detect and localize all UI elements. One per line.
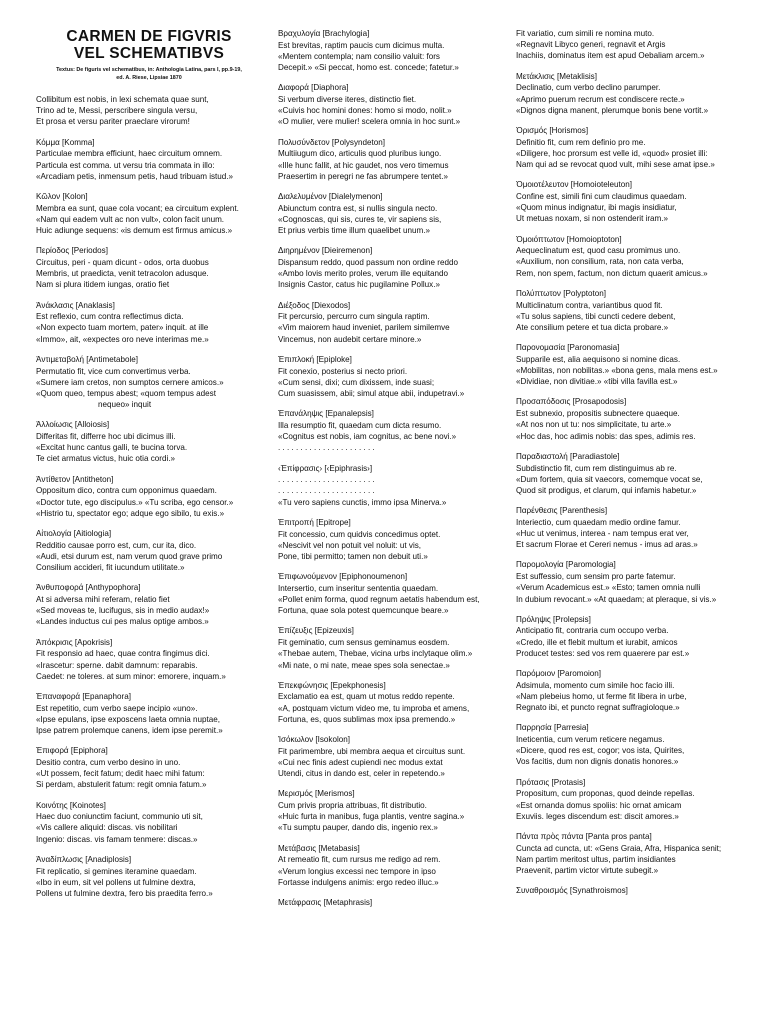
figure-entry <box>36 745 262 790</box>
verse-line: «Cum sensi, dixi; cum dixissem, inde suasi; <box>278 377 435 387</box>
verse-line: Nam si plura itidem iungas, oratio fiet <box>36 280 170 290</box>
verse-line: «Cuivis hoc homini dones: homo si modo, nolit.» <box>278 106 452 116</box>
figure-entry <box>36 419 262 464</box>
figure-entry <box>516 451 738 496</box>
figure-heading: Μετάφρασις [Metaphrasis] <box>278 898 373 907</box>
figure-heading: Πάντα πρὸς πάντα [Panta pros panta] <box>516 831 652 841</box>
figure-entry <box>36 245 262 290</box>
verse-line: «Diligere, hoc prorsum est velle id, «quod» prosiet illi: <box>516 148 708 158</box>
verse-line: «Verum Academicus est.» «Esto; tamen omnia nulli <box>516 583 701 593</box>
verse-line: Praesertim in peregri ne fas abrumpere tentet.» <box>278 171 449 181</box>
verse-line: Differitas fit, differre hoc ubi dicimus illi. <box>36 432 176 442</box>
column-middle <box>278 28 500 1024</box>
figure-entry <box>278 625 500 670</box>
figure-entry <box>516 28 738 62</box>
verse-line: «Credo, ille et flebit multum et iurabit, amicos <box>516 637 678 647</box>
figure-entry <box>516 559 738 604</box>
figure-heading: Ἀντίθετον [Antitheton] <box>36 474 114 484</box>
verse-line: Propositum, cum proponas, quod deinde repellas. <box>516 789 695 799</box>
figure-entry <box>278 245 500 290</box>
verse-line: «Quom queo, tempus abest; «quom tempus adest <box>36 388 216 398</box>
verse-line: «Sumere iam cretos, non sumptos cernere amicos.» <box>36 377 224 387</box>
figure-entry <box>36 637 262 682</box>
verse-line: «Tu sumptu pauper, dando dis, ingenio rex.» <box>278 823 438 833</box>
verse-line: In dubium revocant.» «At quaedam; at pleraque, si vis.» <box>516 594 717 604</box>
verse-line: «Pollet enim forma, quod regnum aetatis habendum est, <box>278 595 480 605</box>
figure-heading: Διέξοδος [Diexodos] <box>278 300 351 310</box>
verse-line: «Irascetur: sperne. dabit damnum: reparabis. <box>36 660 198 670</box>
verse-line: Membra ea sunt, quae cola vocant; ea circuitum explent. <box>36 203 239 213</box>
figure-entry <box>36 137 262 182</box>
verse-line: Fit geminatio, cum sensus geminamus eosdem. <box>278 638 450 648</box>
verse-line: Est subnexio, propositis subnectere quaeque. <box>516 409 680 419</box>
verse-line: «Ille hunc fallit, at hic gaudet, nos vero timemus <box>278 160 449 170</box>
figure-entry <box>278 463 500 508</box>
figure-heading: Ἀναδίπλωσις [Anadiplosis] <box>36 854 132 864</box>
verse-line: Fit variatio, cum simili re nomina muto. <box>516 29 655 38</box>
figure-entry <box>516 396 738 441</box>
verse-line: Declinatio, cum verbo declino parumper. <box>516 83 661 93</box>
verse-line: «Nescivit vel non potuit vel noluit: ut vis, <box>278 540 422 550</box>
figure-heading: Ὁμοιοτέλευτον [Homoioteleuton] <box>516 180 632 190</box>
figure-entry <box>516 342 738 387</box>
verse-line: «Aprimo puerum recrum est condiscere recte.» <box>516 94 685 104</box>
citation-line: ed. A. Riese, Lipsiae 1870 <box>116 75 182 81</box>
verse-line: «Ibo in eum, sit vel pollens ut fulmine dextra, <box>36 877 196 887</box>
verse-line-continuation: nequeo» inquit <box>98 400 152 410</box>
verse-line: Fit parimembre, ubi membra aequa et circuitus sunt. <box>278 746 466 756</box>
figure-heading: Ὁρισμός [Horismos] <box>516 125 589 135</box>
figure-entry <box>516 614 738 659</box>
figure-heading: Κόμμα [Komma] <box>36 137 95 147</box>
figure-entry <box>278 897 500 909</box>
figure-heading: Ἀντιμεταβολή [Antimetabole] <box>36 354 139 364</box>
figure-heading: ‹Ἐπίφρασις› [‹Epiphrasis›] <box>278 463 373 473</box>
verse-line: «Immo», ait, «expectes oro neve interimas me.» <box>36 334 209 344</box>
verse-line: «Doctor tute, ego discipulus.» «Tu scriba, ego censor.» <box>36 497 234 507</box>
figure-heading: Μερισμός [Merismos] <box>278 789 355 799</box>
verse-line: «At nos non ut tu: nos simplicitate, tu arte.» <box>516 420 672 430</box>
figure-entry <box>516 668 738 713</box>
verse-line: «Cui nec finis adest cupiendi nec modus extat <box>278 757 443 767</box>
verse-line: Aequeclinatum est, quod casu promimus uno. <box>516 246 681 256</box>
figure-heading: Διηρημένον [Dieiremenon] <box>278 246 373 256</box>
verse-line: «Dividiae, non divitiae.» «tibi villa favilla est.» <box>516 377 678 387</box>
verse-line: «Ut possem, fecit fatum; dedit haec mihi fatum: <box>36 769 205 779</box>
verse-line: . . . . . . . . . . . . . . . . . . . . . . <box>278 475 375 485</box>
figure-heading: Ὁμοιόπτωτον [Homoioptoton] <box>516 234 622 244</box>
verse-line: Nam qui ad se revocat quod vult, mihi sese amat ipse.» <box>516 160 715 170</box>
figure-entry <box>516 125 738 170</box>
verse-line: «Dicere, quod res est, cogor; vos ista, Quirites, <box>516 746 685 756</box>
figure-entry <box>516 777 738 822</box>
verse-line: Et prosa et versu pariter praeclare virorum! <box>36 117 190 127</box>
verse-line: «Audi, etsi durum est, nam verum quod grave primo <box>36 551 223 561</box>
verse-line: Est brevitas, raptim paucis cum dicimus multa. <box>278 40 445 50</box>
verse-line: «Huc ut venimus, interea - nam tempus erat ver, <box>516 529 689 539</box>
figure-entry <box>36 528 262 573</box>
verse-line: «Sed moveas te, lucifugus, sis in medio audax!» <box>36 606 210 616</box>
verse-line: «A, postquam victum video me, tu improba et amens, <box>278 703 470 713</box>
figure-entry <box>278 354 500 399</box>
verse-line: Collibitum est nobis, in lexi schemata quae sunt, <box>36 95 209 104</box>
title-line: CARMEN DE FIGVRIS <box>66 28 232 45</box>
figure-heading: Κῶλον [Kolon] <box>36 191 88 201</box>
verse-line: «Ipse epulans, ipse exposcens laeta omnia nuptae, <box>36 714 221 724</box>
verse-line: Definitio fit, cum rem definio pro me. <box>516 137 646 147</box>
figure-heading: Βραχυλογία [Brachylogia] <box>278 29 370 38</box>
figure-entry <box>36 474 262 519</box>
figure-heading: Ἐπιφωνούμενον [Epiphonoumenon] <box>278 572 408 582</box>
verse-line: Exclamatio ea est, quam ut motus reddo repente. <box>278 692 455 702</box>
figure-entry <box>516 505 738 550</box>
figure-heading: Ἐπεκφώνησις [Epekphonesis] <box>278 680 386 690</box>
verse-line: Desitio contra, cum verbo desino in uno. <box>36 757 181 767</box>
verse-line: «Mi nate, o mi nate, meae spes sola senectae.» <box>278 660 450 670</box>
figure-entry <box>278 408 500 453</box>
figure-heading: Πρόληψις [Prolepsis] <box>516 614 591 624</box>
figure-heading: Παραδιαστολή [Paradiastole] <box>516 451 620 461</box>
figure-heading: Μετάβασις [Metabasis] <box>278 843 360 853</box>
verse-line: «Ambo lovis merito proles, verum ille equitando <box>278 269 449 279</box>
figure-entry <box>278 680 500 725</box>
verse-line: Insignis Castor, catus hic pugilamine Pollux.» <box>278 280 440 290</box>
figure-entry <box>278 571 500 616</box>
verse-line: «Verum longius excessi nec tempore in ipso <box>278 866 436 876</box>
figure-entry <box>278 300 500 345</box>
verse-line: Si perdam, abstulerit fatum: regit omnia fatum.» <box>36 780 207 790</box>
verse-line: «Dignos digna manent, plerumque bonis bene vortit.» <box>516 105 709 115</box>
verse-line: Te ciet armatus victus, huic otia cordi.» <box>36 454 175 464</box>
column-left <box>36 28 262 1024</box>
verse-line: . . . . . . . . . . . . . . . . . . . . . . <box>278 486 375 496</box>
verse-line: Fit replicatio, si gemines iteramine quaedam. <box>36 866 197 876</box>
figure-heading: Ἐπανάληψις [Epanalepsis] <box>278 409 374 419</box>
verse-line: Consilium accideri, fit iucundum utilitate.» <box>36 563 185 573</box>
document-title <box>36 28 262 62</box>
verse-line: Anticipatio fit, contraria cum occupo verba. <box>516 626 669 636</box>
verse-line: «Cognitus est nobis, iam cognitus, ac bene novi.» <box>278 432 457 442</box>
verse-line: «Vim maiorem haud inveniet, parilem similemve <box>278 323 450 333</box>
verse-line: Praevenit, partim victor virtute subegit.» <box>516 866 659 876</box>
verse-line: Intersertio, cum inseritur sententia quaedam. <box>278 583 439 593</box>
column-right <box>516 28 738 1024</box>
verse-line: Et sacrum Florae et Cereri nemus - imus ad aras.» <box>516 540 698 550</box>
verse-line: Haec duo coniunctim faciunt, communio uti sit, <box>36 812 203 822</box>
figure-heading: Ἀνάκλασις [Anaklasis] <box>36 300 115 310</box>
verse-line: Cum privis propria attribuas, fit distributio. <box>278 801 427 811</box>
figure-entry <box>278 191 500 236</box>
citation-line: Textus: De figuris vel schematibus, in: Anthologia Latina, pars I, pp.9-19, <box>56 67 242 73</box>
verse-line: Exuviis. leges discendum est: discit amores.» <box>516 811 679 821</box>
verse-line: At remeatio fit, cum rursus me redigo ad rem. <box>278 855 441 865</box>
verse-line: Cum suasissem, abii; simul atque abii, indupetravi.» <box>278 388 465 398</box>
verse-line: Multiclinatum contra, variantibus quod fit. <box>516 300 663 310</box>
figure-heading: Παρόμοιον [Paromoion] <box>516 669 602 679</box>
verse-line: «Tu solus sapiens, tibi cuncti cedere debent, <box>516 311 676 321</box>
figure-entry <box>516 831 738 876</box>
figure-heading: Διαλελυμένον [Dialelymenon] <box>278 191 383 201</box>
figure-heading: Παρονομασία [Paronomasia] <box>516 343 620 353</box>
verse-line: Subdistinctio fit, cum rem distinguimus ab re. <box>516 463 677 473</box>
figure-heading: Ἐπιπλοκή [Epiploke] <box>278 354 352 364</box>
verse-line: Vincemus, non audebit certare minore.» <box>278 334 422 344</box>
verse-line: Fortuna, quae sola potest quemcunque beare.» <box>278 606 449 616</box>
verse-line: Fortuna, es, quos sublimas mox ipsa premendo.» <box>278 714 456 724</box>
verse-line: Est suffessio, cum sensim pro parte fatemur. <box>516 572 676 582</box>
verse-line: Supparile est, alia aequisono si nomine dicas. <box>516 354 681 364</box>
verse-line: Dispansum reddo, quod passum non ordine reddo <box>278 257 458 267</box>
verse-line: Utendi, citus in dando est, celer in repetendo.» <box>278 769 445 779</box>
figure-heading: Κοινότης [Koinotes] <box>36 800 106 810</box>
verse-line: Fortasse indulgens animis: ergo redeo illuc.» <box>278 877 439 887</box>
figure-heading: Προσαπόδοσις [Prosapodosis] <box>516 397 627 407</box>
verse-line: Vos facitis, dum non dignis donatis honores.» <box>516 757 679 767</box>
verse-line: «Est ornanda domus spoliis: hic ornat amicam <box>516 800 682 810</box>
figure-entry <box>516 288 738 333</box>
verse-line: «Nam plebeius homo, ut ferme fit libera in urbe, <box>516 691 687 701</box>
figure-entry <box>36 354 262 411</box>
verse-line: «Histrio tu, spectator ego; adque ego sibilo, tu exis.» <box>36 508 225 518</box>
verse-line: «Tu vero sapiens cunctis, immo ipsa Minerva.» <box>278 497 447 507</box>
figure-heading: Αἰτιολογία [Aitiologia] <box>36 529 112 538</box>
figure-heading: Παρένθεσις [Parenthesis] <box>516 506 608 516</box>
verse-line: «Mentem contempla; nam consilio valuit: fors <box>278 51 440 61</box>
verse-line: «Huic furta in manibus, fuga plantis, ventre sagina.» <box>278 812 465 822</box>
figure-heading: Ἰσόκωλον [Isokolon] <box>278 735 351 745</box>
verse-line: . . . . . . . . . . . . . . . . . . . . . . <box>278 443 375 453</box>
figure-entry <box>278 788 500 833</box>
verse-line: «Thebae autem, Thebae, vicina urbs inclytaque olim.» <box>278 649 473 659</box>
verse-line: Interiectio, cum quaedam medio ordine famur. <box>516 517 681 527</box>
figure-heading: Ἀπόκρισις [Apokrisis] <box>36 637 113 647</box>
verse-line: Membris, ut praedicta, venit tetracolon adusque. <box>36 269 209 279</box>
verse-line: «Dum fortem, quia sit vaecors, comemque vocat se, <box>516 474 703 484</box>
figure-entry <box>516 722 738 767</box>
verse-line: Pone, tibi permitto; tamen non debuit uti.» <box>278 551 428 561</box>
verse-line: «Arcadiam petis, inmensum petis, haud tribuam istud.» <box>36 171 234 181</box>
figure-heading: Ἐπιφορά [Epiphora] <box>36 746 108 756</box>
verse-line: Cuncta ad cuncta, ut: «Gens Graia, Afra, Hispanica senit; <box>516 843 722 853</box>
verse-line: «Auxilium, non consilium, rata, non cata verba, <box>516 257 684 267</box>
figure-heading: Ἀλλοίωσις [Alloiosis] <box>36 420 110 430</box>
figure-entry <box>278 28 500 73</box>
figure-entry <box>36 691 262 736</box>
verse-line: Permutatio fit, vice cum convertimus verba. <box>36 366 191 376</box>
verse-line: «Non expecto tuam mortem, pater» inquit. at ille <box>36 323 209 333</box>
verse-line: Est repetitio, cum verbo saepe incipio «uno». <box>36 703 198 713</box>
verse-line: Pollens ut fulmine dextra, fero bis praedita ferro.» <box>36 888 213 898</box>
figure-entry <box>278 843 500 888</box>
verse-line: Ut metuas noxam, si non ostenderit iram.» <box>516 214 669 224</box>
verse-line: Trino ad te, Messi, perscribere singula versu, <box>36 106 198 116</box>
figure-heading: Ἐπαναφορά [Epanaphora] <box>36 691 131 701</box>
verse-line: Inachiis, dominatus item est apud Oebaliam arcem.» <box>516 51 705 61</box>
verse-line: Redditio causae porro est, cum, cur ita, dico. <box>36 540 197 550</box>
verse-line: Ipse patrem prolemque canens, idem ipse peremit.» <box>36 726 223 736</box>
verse-line: «O mulier, vere mulier! scelera omnia in hoc sunt.» <box>278 117 461 127</box>
verse-line: «Quom minus indignatur, ibi magis insidiatur, <box>516 203 677 213</box>
verse-line: Particula est comma. ut versu tria commata in illo: <box>36 160 215 170</box>
verse-line: «Regnavit Libyco generi, regnavit et Argis <box>516 40 666 50</box>
verse-line: Multiiugum dico, articulis quod pluribus iungo. <box>278 149 442 159</box>
verse-line: Huic adiunge sequens: «is demum est firmus amicus.» <box>36 226 233 236</box>
figure-entry <box>36 300 262 345</box>
verse-line: Regnato ibi, et puncto regnat suffragioloque.» <box>516 703 680 713</box>
figure-entry <box>516 885 738 897</box>
figure-entry <box>278 137 500 182</box>
verse-line: «Mobilitas, non nobilitas.» «bona gens, mala mens est.» <box>516 366 718 376</box>
verse-line: Rem, non spem, factum, non dictum quaerit amicus.» <box>516 268 708 278</box>
verse-line: Ate consilium petere et tua dicta probare.» <box>516 322 669 332</box>
verse-line: Ineticentia, cum verum reticere negamus. <box>516 735 665 745</box>
figure-entry <box>278 82 500 127</box>
verse-line: Abiunctum contra est, si nullis singula necto. <box>278 203 438 213</box>
figure-entry <box>278 734 500 779</box>
verse-line: «Excitat hunc cantus galli, te bucina torva. <box>36 443 188 453</box>
figure-heading: Περίοδος [Periodos] <box>36 246 108 256</box>
verse-line: At si adversa mihi referam, relatio fiet <box>36 595 170 605</box>
figure-entry <box>36 854 262 899</box>
figure-entry <box>516 179 738 224</box>
verse-line: Particulae membra efficiunt, haec circuitum omnem. <box>36 149 223 159</box>
verse-line: Si verbum diverse iteres, distinctio fiet. <box>278 95 417 105</box>
intro-verses <box>36 94 262 128</box>
verse-line: Est reflexio, cum contra reflectimus dicta. <box>36 312 184 322</box>
figure-heading: Συναθροισμός [Synathroismos] <box>516 886 628 896</box>
figure-heading: Πολύπτωτον [Polyptoton] <box>516 288 606 298</box>
verse-line: Et prius verbis time illum quaelibet unum.» <box>278 226 431 236</box>
figure-entry <box>36 800 262 845</box>
verse-line: Ingenio: discas. vis famam tenmere: discas.» <box>36 834 198 844</box>
title-line: VEL SCHEMATIBVS <box>73 45 225 62</box>
verse-line: «Nam qui eadem vult ac non vult», colon facit unum. <box>36 214 225 224</box>
verse-line: Nam partim meritost ultus, partim insidiantes <box>516 854 676 864</box>
figure-heading: Πολυσύνδετον [Polysyndeton] <box>278 137 386 147</box>
figure-entry <box>278 517 500 562</box>
verse-line: «Hoc das, hoc adimis nobis: das spes, adimis res. <box>516 431 696 441</box>
verse-line: Adsimula, momento cum simile hoc facio illi. <box>516 680 675 690</box>
verse-line: «Cognoscas, qui sis, cures te, vir sapiens sis, <box>278 214 442 224</box>
verse-line: Illa resumptio fit, quaedam cum dicta resumo. <box>278 420 442 430</box>
figure-heading: Παρομολογία [Paromologia] <box>516 560 616 570</box>
figure-entry <box>36 582 262 627</box>
source-citation <box>36 66 262 82</box>
figure-heading: Μετάκλισις [Metaklisis] <box>516 71 597 81</box>
verse-line: «Landes inductus cui pes malus optige ambos.» <box>36 617 209 627</box>
verse-line: Fit percursio, percurro cum singula raptim. <box>278 312 430 322</box>
figure-heading: Πρότασις [Protasis] <box>516 777 586 787</box>
figure-entry <box>36 191 262 236</box>
verse-line: Circuitus, peri - quam dicunt - odos, orta duobus <box>36 257 209 267</box>
verse-line: Fit concessio, cum quidvis concedimus optet. <box>278 529 441 539</box>
verse-line: Oppositum dico, contra cum opponimus quaedam. <box>36 486 217 496</box>
figure-heading: Ἀνθυποφορά [Anthypophora] <box>36 583 141 593</box>
verse-line: Confine est, simili fini cum claudimus quaedam. <box>516 191 687 201</box>
verse-line: Decepit.» «Si peccat, homo est. concede; fatetur.» <box>278 63 459 73</box>
figure-heading: Ἐπιτροπή [Epitrope] <box>278 517 351 527</box>
verse-line: Caedet: ne toleres. at sum minor: emorere, inquam.» <box>36 671 226 681</box>
figure-entry <box>516 71 738 116</box>
verse-line: Fit conexio, posterius si necto priori. <box>278 366 408 376</box>
figure-heading: Παρρησία [Parresia] <box>516 723 589 733</box>
verse-line: Quod sit prodigus, et clarum, qui infamis habetur.» <box>516 485 697 495</box>
figure-entry <box>516 234 738 279</box>
verse-line: Producet testes: sed vos rem quaerere par est.» <box>516 648 690 658</box>
figure-heading: Διαφορά [Diaphora] <box>278 83 349 93</box>
verse-line: «Vis callere aliquid: discas. vis nobilitari <box>36 823 178 833</box>
verse-line: Fit responsio ad haec, quae contra fingimus dici. <box>36 649 210 659</box>
figure-heading: Ἐπίζευξις [Epizeuxis] <box>278 626 354 636</box>
